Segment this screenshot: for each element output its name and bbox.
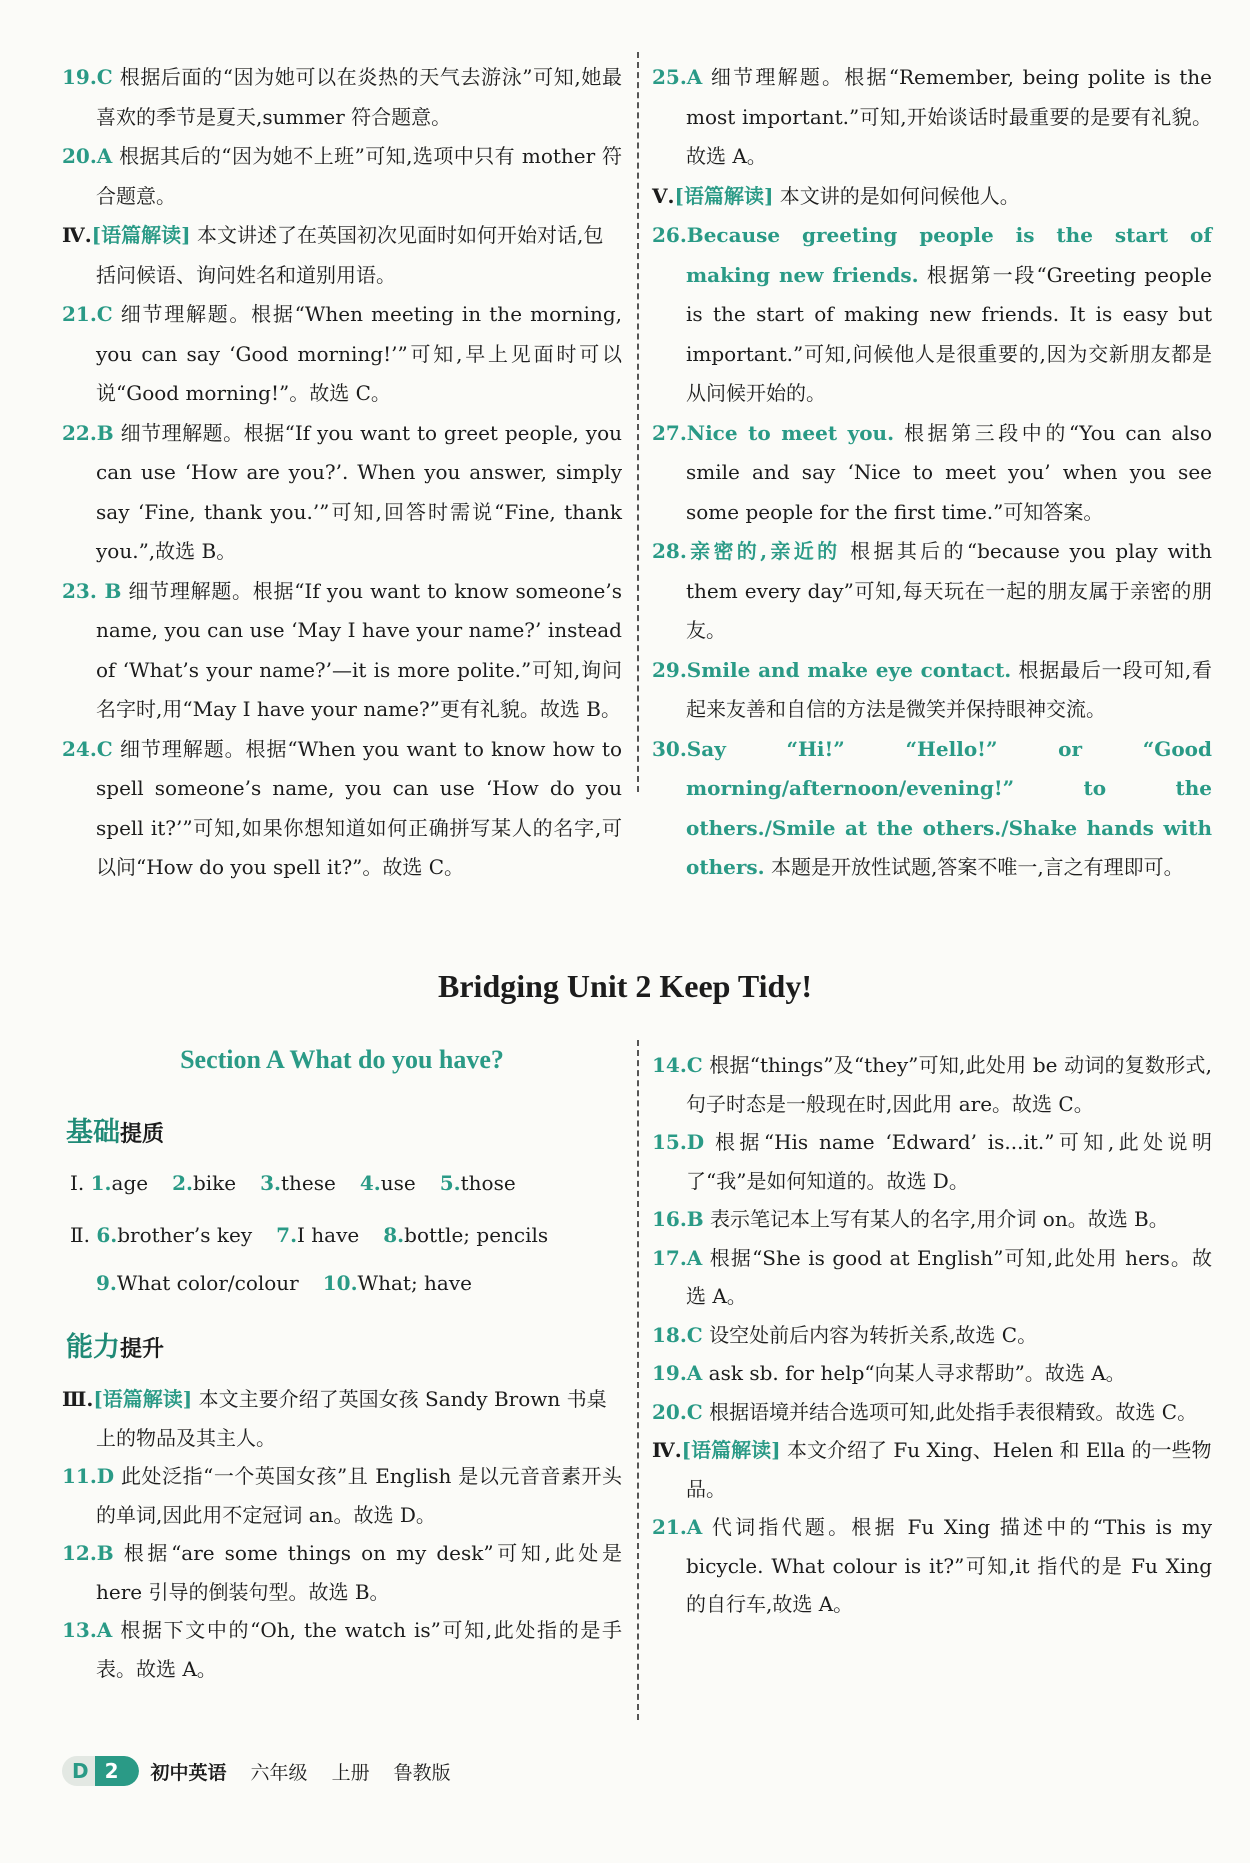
- answer-item: [62, 572, 622, 730]
- answer-explanation: 根据后面的“因为她可以在炎热的天气去游泳”可知,她最喜欢的季节是夏天,summer 符合题意。: [96, 65, 622, 129]
- answer-number: 28.: [652, 539, 687, 563]
- answer-item: [652, 216, 1212, 414]
- exercise-number: 5.: [439, 1171, 461, 1195]
- answer-explanation: 根据“His name ‘Edward’ is...it.”可知,此处说明了“我”是如何知道的。故选 D。: [686, 1130, 1212, 1193]
- unit-title: Bridging Unit 2 Keep Tidy!: [438, 968, 812, 1004]
- reading-summary: [62, 216, 622, 295]
- answer-item: [652, 1123, 1212, 1200]
- answer-number: 26.: [652, 223, 687, 247]
- ex1-items: [91, 1171, 540, 1195]
- category-small: 提质: [120, 1122, 165, 1147]
- exercise-number: 9.: [96, 1271, 117, 1295]
- exercise-answer: bike: [192, 1171, 237, 1195]
- answer-number: 16.B: [652, 1207, 704, 1231]
- section-roman: Ⅴ.: [652, 183, 675, 208]
- page-number: 2: [95, 1756, 139, 1786]
- answer-explanation: 根据第一段“Greeting people is the start of making new friends. It is easy but important.”可知,问候他人是很重要的,因为交新朋友都是从问候开始的。: [686, 262, 1212, 405]
- column-divider-bottom: [637, 1040, 639, 1720]
- answer-explanation: 本题是开放性试题,答案不唯一,言之有理即可。: [764, 855, 1184, 879]
- answer-item: [652, 58, 1212, 177]
- section-roman: Ⅳ.: [652, 1438, 682, 1462]
- answer-number: 20.A: [62, 144, 113, 168]
- answer-explanation: 根据语境并结合选项可知,此处指手表很精致。故选 C。: [702, 1399, 1198, 1424]
- answer-explanation: ask sb. for help“向某人寻求帮助”。故选 A。: [702, 1361, 1126, 1385]
- top-right-column: [652, 58, 1212, 888]
- exercise-number: 8.: [383, 1223, 405, 1247]
- answer-explanation: 细节理解题。根据“Remember, being polite is the most important.”可知,开始谈话时最重要的是要有礼貌。故选 A。: [686, 65, 1212, 168]
- answer-explanation: 细节理解题。根据“If you want to know someone’s name, you can use ‘May I have your name?’ instead of ‘What’s your name?’—it is more polite.”可知,询问名字时,用“May I have your name?”更有礼貌。故选 B。: [96, 578, 622, 721]
- bottom-left-column: [62, 1380, 622, 1688]
- answer-number: 19.C: [62, 65, 113, 89]
- category-heading-basic: [66, 1110, 164, 1149]
- reading-summary: [652, 1431, 1212, 1508]
- top-left-column: [62, 58, 622, 888]
- answer-item: [62, 137, 622, 216]
- answer-number: 18.C: [652, 1322, 703, 1347]
- answer-item: [62, 414, 622, 572]
- exercise-2: [70, 1220, 572, 1250]
- answer-item: [62, 1457, 622, 1534]
- category-big: 能力: [66, 1332, 120, 1363]
- section-roman: Ⅳ.: [62, 223, 92, 247]
- ex2-items: [96, 1223, 572, 1247]
- answer-explanation: 根据“She is good at English”可知,此处用 hers。故选 A。: [686, 1245, 1212, 1308]
- exercise-number: 6.: [96, 1223, 118, 1247]
- footer-letter: D: [62, 1756, 95, 1786]
- answer-item: [62, 1611, 622, 1688]
- reading-summary: [652, 177, 1212, 217]
- category-small: 提升: [120, 1337, 165, 1362]
- exercise-number: 1.: [90, 1171, 112, 1195]
- answer-explanation: 设空处前后内容为转折关系,故选 C。: [702, 1322, 1038, 1347]
- footer-grade: 六年级: [250, 1761, 308, 1784]
- answer-text: Nice to meet you.: [686, 420, 895, 445]
- answer-explanation: 根据最后一段可知,看起来友善和自信的方法是微笑并保持眼神交流。: [686, 657, 1212, 721]
- answer-number: 13.A: [62, 1618, 113, 1642]
- exercise-1: [70, 1168, 540, 1198]
- answer-number: 23. B: [62, 578, 122, 603]
- answer-number: 24.C: [62, 736, 113, 761]
- exercise-number: 10.: [322, 1271, 358, 1295]
- answer-item: [652, 730, 1212, 888]
- reading-summary: [62, 1380, 622, 1457]
- exercise-answer: What color/colour: [116, 1271, 299, 1295]
- answer-explanation: 根据下文中的“Oh, the watch is”可知,此处指的是手表。故选 A。: [96, 1618, 622, 1681]
- exercise-answer: age: [111, 1171, 149, 1195]
- answer-explanation: 根据其后的“因为她不上班”可知,选项中只有 mother 符合题意。: [96, 144, 622, 208]
- answer-item: [652, 1316, 1212, 1355]
- page-badge: [62, 1756, 139, 1786]
- answer-explanation: 细节理解题。根据“If you want to greet people, you can use ‘How are you?’. When you answer, simply say ‘Fine, thank you.’”可知,回答时需说“Fine, thank you.”,故选 B。: [96, 420, 622, 563]
- answer-item: [652, 1354, 1212, 1393]
- answer-number: 11.D: [62, 1464, 115, 1488]
- column-divider-top: [637, 52, 639, 792]
- answer-text: Say “Hi!” “Hello!” or “Good morning/afternoon/evening!” to the others./Smile at the others./Shake hands with others.: [686, 736, 1212, 879]
- exercise-number: 2.: [172, 1171, 193, 1195]
- section-label: [语篇解读]: [674, 183, 774, 208]
- answer-explanation: 根据“things”及“they”可知,此处用 be 动词的复数形式,句子时态是一般现在时,因此用 are。故选 C。: [686, 1053, 1212, 1116]
- answer-explanation: 细节理解题。根据“When you want to know how to spell someone’s name, you can use ‘How do you spell it?’”可知,如果你想知道如何正确拼写某人的名字,可以问“How do you spell it?”。故选 C。: [96, 736, 622, 879]
- ex2b-items: [96, 1271, 496, 1295]
- category-heading-ability: [66, 1325, 164, 1364]
- section-roman: Ⅲ.: [62, 1387, 94, 1411]
- section-label: [语篇解读]: [93, 1387, 193, 1411]
- answer-number: 29.: [652, 657, 687, 682]
- answer-explanation: 此处泛指“一个英国女孩”且 English 是以元音音素开头的单词,因此用不定冠词 an。故选 D。: [96, 1464, 622, 1527]
- section-title: Section A What do you have?: [180, 1045, 504, 1074]
- answer-item: [652, 1508, 1212, 1624]
- section-label: [语篇解读]: [681, 1438, 781, 1462]
- category-big: 基础: [66, 1117, 120, 1148]
- answer-number: 20.C: [652, 1399, 703, 1424]
- answer-number: 27.: [652, 420, 687, 445]
- exercise-answer: What; have: [357, 1271, 472, 1295]
- answer-number: 25.A: [652, 65, 703, 89]
- answer-item: [652, 1200, 1212, 1239]
- answer-item: [652, 1239, 1212, 1316]
- answer-explanation: 代词指代题。根据 Fu Xing 描述中的“This is my bicycle. What colour is it?”可知,it 指代的是 Fu Xing 的自行车,故选 A。: [686, 1515, 1212, 1616]
- exercise-roman: Ⅱ.: [70, 1223, 90, 1247]
- answer-text: Smile and make eye contact.: [686, 657, 1012, 682]
- answer-item: [652, 1046, 1212, 1123]
- section-text: 本文介绍了 Fu Xing、Helen 和 Ella 的一些物品。: [686, 1438, 1212, 1501]
- exercise-answer: these: [281, 1171, 336, 1195]
- answer-item: [652, 651, 1212, 730]
- answer-item: [62, 730, 622, 888]
- footer-term: 上册: [331, 1761, 370, 1784]
- answer-explanation: 细节理解题。根据“When meeting in the morning, you can say ‘Good morning!’”可知,早上见面时可以说“Good morning!”。故选 C。: [96, 302, 622, 405]
- answer-number: 19.A: [652, 1361, 703, 1385]
- answer-item: [62, 1534, 622, 1611]
- answer-item: [652, 1393, 1212, 1432]
- answer-number: 22.B: [62, 420, 114, 445]
- answer-item: [652, 532, 1212, 651]
- footer-edition: 鲁教版: [393, 1761, 451, 1784]
- exercise-answer: use: [380, 1171, 416, 1195]
- page-footer: [62, 1754, 451, 1788]
- exercise-roman: Ⅰ.: [70, 1171, 85, 1195]
- bottom-right-column: [652, 1046, 1212, 1624]
- answer-number: 21.A: [652, 1515, 703, 1539]
- exercise-number: 3.: [260, 1171, 282, 1195]
- answer-explanation: 根据其后的“because you play with them every day”可知,每天玩在一起的朋友属于亲密的朋友。: [686, 539, 1212, 642]
- exercise-answer: I have: [297, 1223, 360, 1247]
- exercise-2b: [96, 1268, 496, 1298]
- answer-number: 21.C: [62, 302, 113, 326]
- section-text: 本文讲述了在英国初次见面时如何开始对话,包括问候语、询问姓名和道别用语。: [96, 223, 604, 287]
- exercise-number: 7.: [276, 1223, 298, 1247]
- answer-number: 17.A: [652, 1245, 703, 1270]
- exercise-answer: brother’s key: [117, 1223, 253, 1247]
- exercise-answer: those: [460, 1171, 516, 1195]
- answer-item: [62, 58, 622, 137]
- section-text: 本文讲的是如何问候他人。: [773, 183, 1020, 208]
- answer-explanation: 根据“are some things on my desk”可知,此处是 here 引导的倒装句型。故选 B。: [96, 1541, 622, 1604]
- answer-explanation: 根据第三段中的“You can also smile and say ‘Nice to meet you’ when you see some people for the first time.”可知答案。: [686, 420, 1212, 524]
- answer-text: 亲密的,亲近的: [686, 539, 841, 563]
- exercise-number: 4.: [359, 1171, 381, 1195]
- section-text: 本文主要介绍了英国女孩 Sandy Brown 书桌上的物品及其主人。: [96, 1387, 607, 1450]
- answer-item: [62, 295, 622, 414]
- answer-item: [652, 414, 1212, 533]
- section-label: [语篇解读]: [91, 223, 191, 247]
- answer-explanation: 表示笔记本上写有某人的名字,用介词 on。故选 B。: [703, 1207, 1169, 1231]
- answer-number: 30.: [652, 736, 687, 761]
- footer-subject: 初中英语: [150, 1761, 227, 1784]
- answer-number: 15.D: [652, 1130, 705, 1154]
- answer-text: Because greeting people is the start of making new friends.: [686, 223, 1212, 287]
- answer-number: 12.B: [62, 1541, 114, 1565]
- exercise-answer: bottle; pencils: [404, 1223, 549, 1247]
- answer-number: 14.C: [652, 1053, 703, 1077]
